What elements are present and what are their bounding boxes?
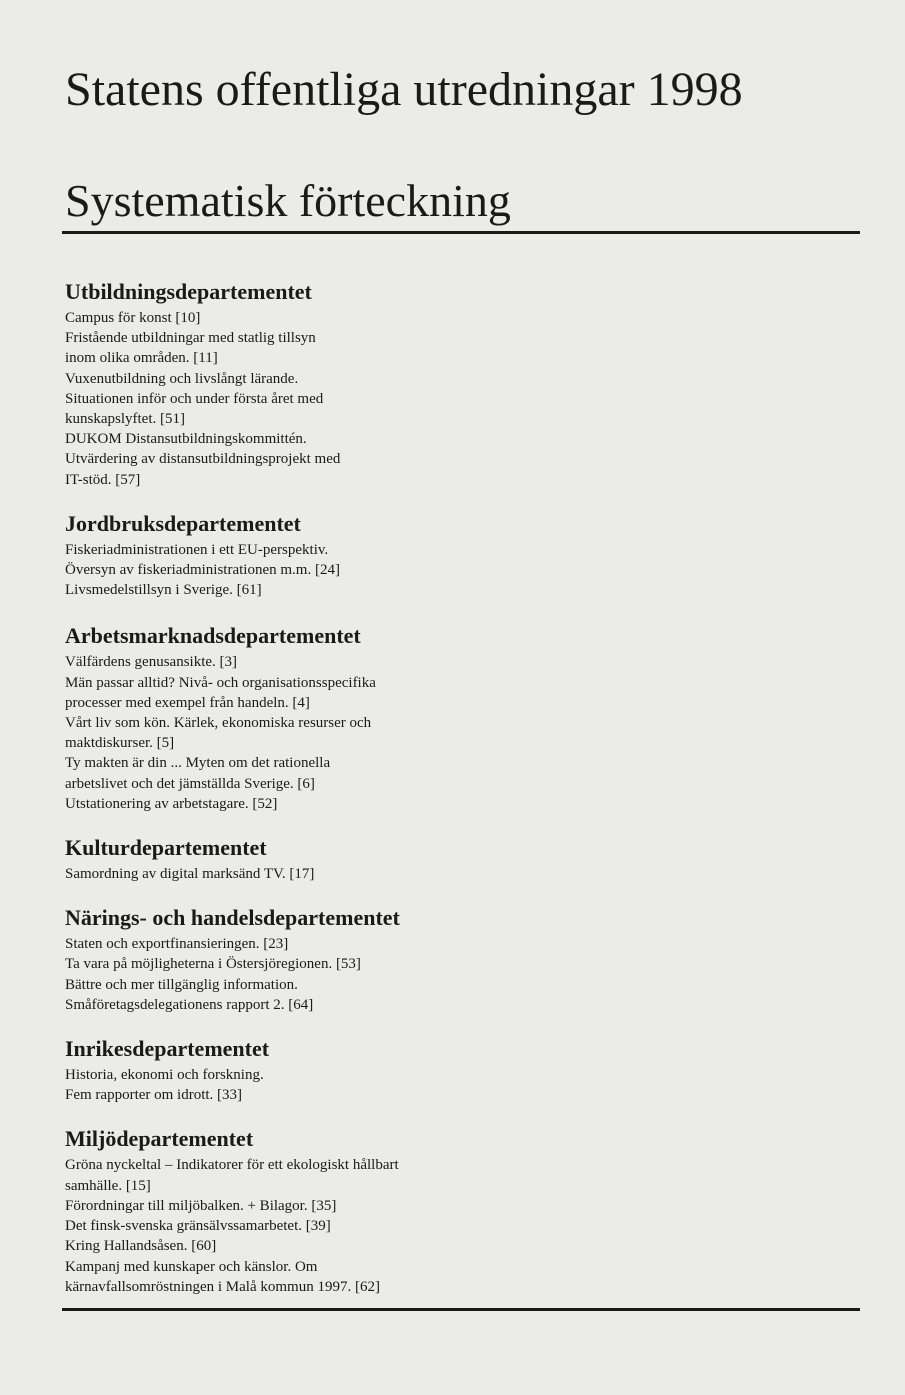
report-entry-line: kunskapslyftet. [51]: [65, 411, 185, 428]
report-entry-line: inom olika områden. [11]: [65, 350, 218, 367]
report-entry-line: Kampanj med kunskaper och känslor. Om: [65, 1258, 318, 1275]
report-entry-line: processer med exempel från handeln. [4]: [65, 694, 310, 711]
report-entry-line: Småföretagsdelegationens rapport 2. [64]: [65, 996, 314, 1013]
department-heading: Utbildningsdepartementet: [65, 279, 312, 304]
report-entry-line: Fem rapporter om idrott. [33]: [65, 1087, 243, 1104]
report-entry-line: Campus för konst [10]: [65, 310, 201, 326]
report-entry-line: Bättre och mer tillgänglig information.: [65, 976, 298, 993]
department-heading: Miljödepartementet: [65, 1126, 254, 1152]
report-entry-line: Välfärdens genusansikte. [3]: [65, 654, 238, 671]
report-list: [65, 1155, 485, 1296]
report-entry-line: DUKOM Distansutbildningskommittén.: [65, 431, 307, 448]
report-entry-line: samhälle. [15]: [65, 1177, 151, 1194]
report-entry-line: Staten och exportfinansieringen. [23]: [65, 936, 289, 953]
top-divider: [62, 231, 860, 234]
report-entry-line: maktdiskurser. [5]: [65, 735, 175, 752]
department-section: [65, 508, 485, 601]
report-entry-line: Vårt liv som kön. Kärlek, ekonomiska resurser och: [65, 715, 372, 732]
report-list: [65, 934, 485, 1015]
report-entry-line: Utstationering av arbetstagare. [52]: [65, 795, 278, 812]
report-entry-line: Utvärdering av distansutbildningsprojekt med: [65, 451, 341, 468]
report-entry-line: Gröna nyckeltal – Indikatorer för ett ekologiskt hållbart: [65, 1157, 399, 1174]
report-entry-line: arbetslivet och det jämställda Sverige. [6]: [65, 775, 315, 792]
report-entry-line: Ta vara på möjligheterna i Östersjöregionen. [53]: [65, 956, 361, 973]
department-section: [65, 1123, 485, 1296]
report-entry-line: Situationen inför och under första året med: [65, 390, 324, 407]
department-heading: Arbetsmarknadsdepartementet: [65, 623, 361, 649]
bottom-divider: [62, 1308, 860, 1311]
page-subtitle: Systematisk förteckning: [65, 175, 511, 226]
department-section: [65, 832, 485, 884]
department-heading: Inrikesdepartementet: [65, 1036, 270, 1062]
report-entry-line: Ty makten är din ... Myten om det rationella: [65, 755, 331, 772]
report-entry-line: Vuxenutbildning och livslångt lärande.: [65, 370, 299, 387]
report-list: [65, 308, 485, 490]
report-entry-line: Översyn av fiskeriadministrationen m.m. [24]: [65, 562, 340, 579]
report-entry-line: Livsmedelstillsyn i Sverige. [61]: [65, 582, 262, 599]
report-entry-line: IT-stöd. [57]: [65, 471, 141, 488]
report-entry-line: Kring Hallandsåsen. [60]: [65, 1238, 217, 1255]
department-heading: Närings- och handelsdepartementet: [65, 905, 400, 931]
department-section: [65, 902, 485, 1015]
department-list: [65, 258, 485, 1297]
department-section: [65, 1033, 485, 1105]
report-entry-line: Fiskeriadministrationen i ett EU-perspektiv.: [65, 541, 329, 558]
department-section: [65, 276, 485, 490]
report-entry-line: Samordning av digital marksänd TV. [17]: [65, 866, 315, 883]
report-list: [65, 652, 485, 814]
department-heading: Jordbruksdepartementet: [65, 510, 301, 536]
report-list: [65, 1065, 485, 1105]
report-list: [65, 864, 485, 884]
report-entry-line: Fristående utbildningar med statlig tillsyn: [65, 330, 316, 347]
report-list: [65, 540, 485, 601]
report-entry-line: Historia, ekonomi och forskning.: [65, 1067, 264, 1084]
report-entry-line: kärnavfallsomröstningen i Malå kommun 1997. [62]: [65, 1278, 380, 1295]
page-title: Statens offentliga utredningar 1998: [65, 63, 743, 116]
report-entry-line: Det finsk-svenska gränsälvssamarbetet. [39]: [65, 1218, 331, 1235]
department-section: [65, 620, 485, 814]
report-entry-line: Män passar alltid? Nivå- och organisationsspecifika: [65, 674, 376, 691]
report-entry-line: Förordningar till miljöbalken. + Bilagor. [35]: [65, 1197, 337, 1214]
department-heading: Kulturdepartementet: [65, 835, 267, 861]
